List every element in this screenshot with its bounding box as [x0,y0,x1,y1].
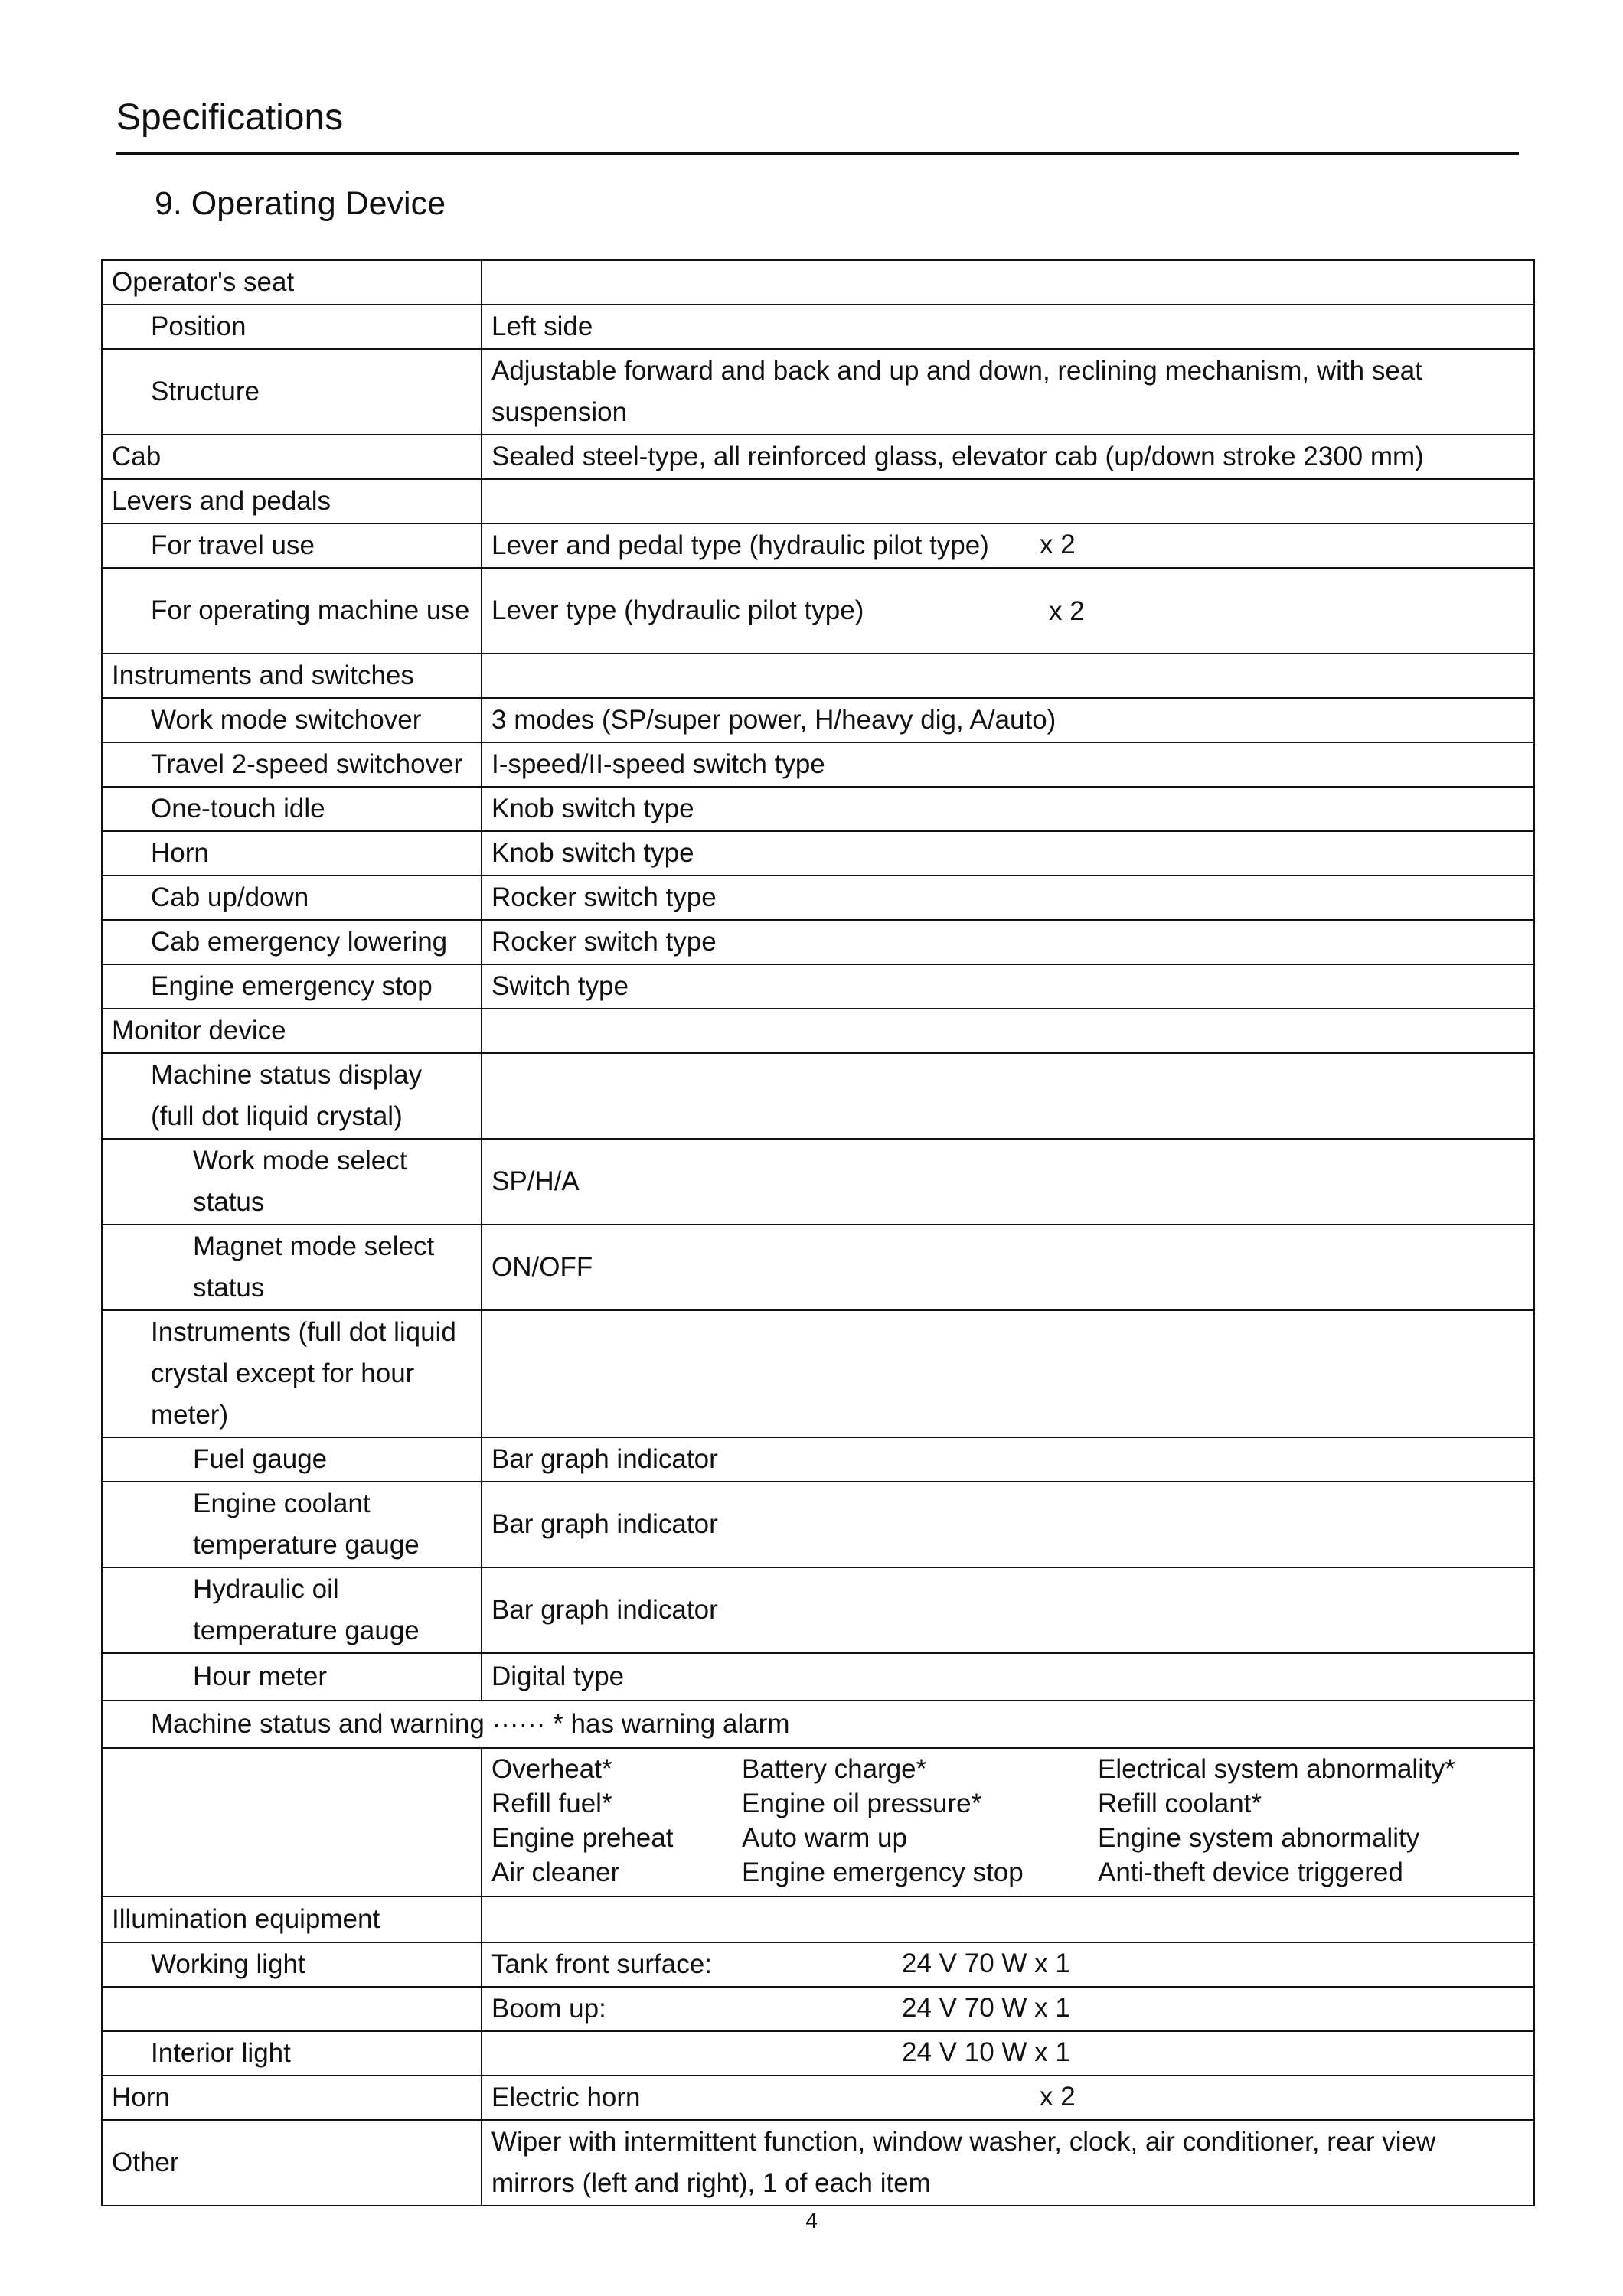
table-row [102,479,1534,523]
row-label: Cab [102,435,482,479]
row-value [482,2031,1534,2076]
row-label: Hydraulic oil temperature gauge [102,1567,482,1653]
row-label: Cab up/down [102,876,482,920]
table-row [102,964,1534,1009]
table-row [102,742,1534,787]
row-value: Bar graph indicator [482,1437,1534,1482]
section-title: 9. Operating Device [155,185,446,222]
row-value: Knob switch type [482,831,1534,876]
row-value [482,479,1534,523]
table-row [102,1987,1534,2031]
row-value: Switch type [482,964,1534,1009]
table-row [102,305,1534,349]
warning-item: Engine preheat [491,1823,674,1853]
row-label: Travel 2-speed switchover [102,742,482,787]
row-value: Knob switch type [482,787,1534,831]
value-text: Lever type (hydraulic pilot type) [491,595,864,625]
warning-item: Overheat* [491,1754,612,1784]
row-value: Bar graph indicator [482,1567,1534,1653]
row-value [482,1896,1534,1942]
table-row [102,654,1534,698]
row-label: Engine coolant temperature gauge [102,1482,482,1567]
value-text: Lever and pedal type (hydraulic pilot type) [491,530,989,560]
warning-list [482,1748,1534,1896]
value-text: Electric horn [491,2082,641,2112]
row-label: Machine status display (full dot liquid crystal) [102,1053,482,1139]
table-row [102,831,1534,876]
warning-item: Engine emergency stop [742,1857,1024,1887]
page-header [116,90,1519,155]
table-row [102,1748,1534,1896]
table-row [102,1009,1534,1053]
row-value: Wiper with intermittent function, window washer, clock, air conditioner, rear view mirrors (left and right), 1 of each item [482,2120,1534,2206]
warning-item: Engine oil pressure* [742,1789,982,1818]
row-value [482,1987,1534,2031]
row-label [102,1987,482,2031]
row-value: Bar graph indicator [482,1482,1534,1567]
row-label: Magnet mode select status [102,1225,482,1310]
quantity-text: x 2 [1040,530,1076,559]
row-value: 3 modes (SP/super power, H/heavy dig, A/auto) [482,698,1534,742]
table-row [102,1310,1534,1437]
table-row [102,920,1534,964]
row-label: Fuel gauge [102,1437,482,1482]
table-row [102,260,1534,305]
row-label: Position [102,305,482,349]
row-label: For operating machine use [102,568,482,654]
row-value: Rocker switch type [482,920,1534,964]
table-row [102,1653,1534,1701]
row-label: Work mode switchover [102,698,482,742]
table-row [102,1942,1534,1987]
table-row [102,787,1534,831]
table-row [102,523,1534,568]
warning-item: Electrical system abnormality* [1098,1754,1455,1784]
row-label: Hour meter [102,1653,482,1701]
value-text: Boom up: [491,1994,606,2024]
table-row [102,2031,1534,2076]
table-row [102,698,1534,742]
table-row [102,1482,1534,1567]
row-label: Operator's seat [102,260,482,305]
warning-heading: Machine status and warning ······ * has warning alarm [102,1701,1534,1748]
table-row [102,1437,1534,1482]
table-row [102,1701,1534,1748]
warning-item: Auto warm up [742,1823,907,1853]
table-row [102,1053,1534,1139]
row-label: Monitor device [102,1009,482,1053]
warning-grid [491,1752,1524,1890]
table-row [102,2076,1534,2120]
row-value: Sealed steel-type, all reinforced glass, elevator cab (up/down stroke 2300 mm) [482,435,1534,479]
table-row [102,349,1534,435]
row-label: One-touch idle [102,787,482,831]
row-label: Horn [102,2076,482,2120]
row-value: Adjustable forward and back and up and down, reclining mechanism, with seat suspension [482,349,1534,435]
table-row [102,1139,1534,1225]
row-label: Instruments and switches [102,654,482,698]
table-row [102,568,1534,654]
row-label: For travel use [102,523,482,568]
warning-item: Battery charge* [742,1754,927,1784]
row-label [102,1748,482,1896]
warning-item: Refill fuel* [491,1789,612,1818]
row-value [482,568,1534,654]
table-row [102,1567,1534,1653]
warning-item: Air cleaner [491,1857,620,1887]
page-number: 4 [805,2209,818,2232]
row-value [482,260,1534,305]
row-label: Engine emergency stop [102,964,482,1009]
table-row [102,435,1534,479]
quantity-text: x 2 [1040,2082,1076,2112]
warning-item: Refill coolant* [1098,1789,1262,1818]
table-row [102,2120,1534,2206]
row-value: Left side [482,305,1534,349]
row-value: Rocker switch type [482,876,1534,920]
row-label: Levers and pedals [102,479,482,523]
row-value [482,1009,1534,1053]
row-label: Other [102,2120,482,2206]
row-value: SP/H/A [482,1139,1534,1225]
row-value [482,2076,1534,2120]
table-row [102,876,1534,920]
row-label: Interior light [102,2031,482,2076]
specifications-table [101,259,1535,2206]
row-value [482,654,1534,698]
row-value: ON/OFF [482,1225,1534,1310]
row-label: Horn [102,831,482,876]
row-label: Working light [102,1942,482,1987]
row-label: Structure [102,349,482,435]
warning-item: Engine system abnormality [1098,1823,1420,1853]
warning-item: Anti-theft device triggered [1098,1857,1403,1887]
row-value [482,523,1534,568]
row-label: Illumination equipment [102,1896,482,1942]
page-title: Specifications [116,97,344,138]
row-value: I-speed/II-speed switch type [482,742,1534,787]
spec-text: 24 V 70 W x 1 [902,1949,1070,1978]
quantity-text: x 2 [1049,596,1085,626]
table-row [102,1896,1534,1942]
value-text: Tank front surface: [491,1949,712,1979]
row-value [482,1310,1534,1437]
table-row [102,1225,1534,1310]
spec-text: 24 V 10 W x 1 [902,2037,1070,2067]
row-value: Digital type [482,1653,1534,1701]
spec-text: 24 V 70 W x 1 [902,1993,1070,2023]
row-value [482,1942,1534,1987]
row-label: Instruments (full dot liquid crystal except for hour meter) [102,1310,482,1437]
row-label: Cab emergency lowering [102,920,482,964]
row-value [482,1053,1534,1139]
row-label: Work mode select status [102,1139,482,1225]
